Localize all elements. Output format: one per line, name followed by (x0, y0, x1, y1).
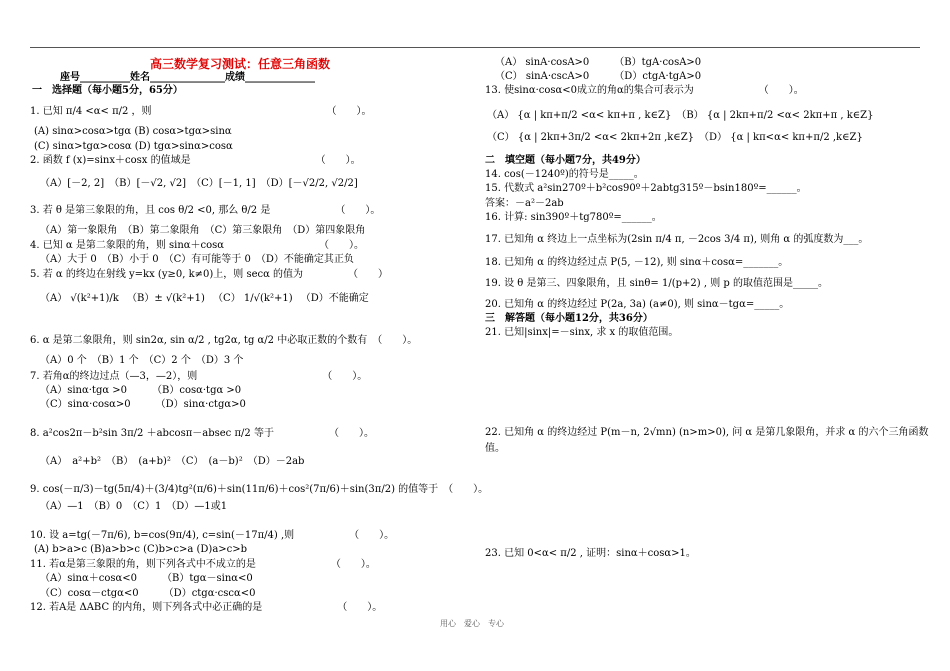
left-line: 5. 若 α 的终边在射线 y=kx (y≥0, k≠0)上，则 secα 的值为 （ ） (30, 269, 389, 280)
left-line: 10. 设 a=tg(－7π/6), b=cos(9π/4), c=sin(－17π/4) ,则 （ ）。 (30, 530, 395, 541)
right-line: 13. 使sinα·cosα<0成立的角α的集合可表示为 （ ）。 (485, 85, 804, 96)
top-rule (30, 47, 920, 48)
page-footer: 用心 爱心 专心 (440, 619, 504, 628)
right-line: 20. 已知角 α 的终边经过 P(2a, 3a) (a≠0), 则 sinα－tgα=_____。 (485, 299, 790, 310)
left-line: (A) sinα>cosα>tgα (B) cosα>tgα>sinα (34, 126, 232, 137)
left-line: （A）sinα＋cosα<0 （B）tgα－sinα<0 (40, 573, 253, 584)
right-line: 14. cos(－1240º)的符号是_____。 (485, 169, 644, 180)
left-line: （A）第一象限角 （B）第二象限角 （C）第三象限角 （D）第四象限角 (40, 225, 366, 236)
left-line: 高三数学复习测试：任意三角函数 (150, 57, 331, 71)
left-line: 3. 若 θ 是第三象限的角，且 cos θ/2 <0, 那么 θ/2 是 （ ）。 (30, 205, 381, 216)
right-line: 答案：－a²－2ab (485, 198, 564, 209)
left-line: （A）大于 0 （B）小于 0 （C）有可能等于 0 （D）不能确定其正负 (40, 254, 354, 265)
left-line: 9. cos(－π/3)－tg(5π/4)＋(3/4)tg²(π/6)＋sin(11π/6)＋cos²(7π/6)＋sin(3π/2) 的值等于 （ ）。 (30, 484, 489, 495)
right-line: 21. 已知|sinx|=－sinx, 求 x 的取值范围。 (485, 327, 679, 338)
left-line: 12. 若A是 ΔABC 的内角，则下列各式中必正确的是 （ ）。 (30, 602, 383, 613)
right-line: 值。 (485, 443, 505, 454)
left-line: （A） √(k²+1)/k （B）± √(k²+1) （C） 1/√(k²+1) （D）不能确定 (40, 293, 369, 304)
left-line: （A）[－2, 2] （B）[－√2, √2] （C）[－1, 1] （D）[－√2/2, √2/2] (40, 178, 358, 189)
right-line: 19. 设 θ 是第三、四象限角，且 sinθ= 1/(p+2) , 则 p 的取值范围是_____。 (485, 278, 828, 289)
left-line: 8. a²cos2π－b²sin 3π/2 ＋abcosπ－absec π/2 等于 （ ）。 (30, 428, 374, 439)
left-line: (C) sinα>tgα>cosα (D) tgα>sinα>cosα (34, 141, 233, 152)
right-line: （A） {α | kπ+π/2 <α< kπ+π , k∈Z} （B） {α | 2kπ+π/2 <α< 2kπ+π , k∈Z} (487, 110, 874, 121)
left-line: 1. 已知 π/4 <α< π/2 ，则 （ ）。 (30, 106, 372, 117)
left-line: 座号__________姓名_______________成绩______________ (60, 72, 315, 83)
right-line: 15. 代数式 a²sin270º＋b²cos90º＋2abtg315º－bsin180º=______。 (485, 183, 807, 194)
right-line: 18. 已知角 α 的终边经过点 P(5, －12), 则 sinα＋cosα=_______。 (485, 257, 789, 268)
left-line: （A）0 个 （B）1 个 （C）2 个 （D）3 个 (40, 355, 244, 366)
right-line: （A） sinA·cosA>0 （B）tgA·cosA>0 (495, 57, 702, 68)
right-line: 17. 已知角 α 终边上一点坐标为(2sin π/4 π, －2cos 3/4 π), 则角 α 的弧度数为___。 (485, 234, 869, 245)
left-line: （A） a²+b² （B） (a+b)² （C） (a－b)² （D）－2ab (40, 456, 305, 467)
left-line: 6. α 是第二象限角，则 sin2α, sin α/2 , tg2α, tg α/2 中必取正数的个数有 （ ）。 (30, 335, 418, 346)
left-line: 一 选择题（每小题5分，65分） (32, 85, 183, 96)
right-line: 22. 已知角 α 的终边经过 P(m－n, 2√mn) (n>m>0), 问 α 是第几象限角，并求 α 的六个三角函数 (485, 427, 929, 438)
left-line: 7. 若角α的终边过点（—3，—2），则 （ ）。 (30, 371, 368, 382)
right-line: 三 解答题（每小题12分，共36分） (485, 313, 653, 324)
left-line: (A) b>a>c (B)a>b>c (C)b>c>a (D)a>c>b (34, 544, 248, 555)
right-line: 16. 计算: sin390º＋tg780º=______。 (485, 212, 662, 223)
left-line: 11. 若α是第三象限的角，则下列各式中不成立的是 （ ）。 (30, 559, 376, 570)
right-line: 二 填空题（每小题7分，共49分） (485, 155, 646, 166)
left-line: （A）sinα·tgα >0 （B）cosα·tgα >0 (40, 385, 242, 396)
left-line: （A）—1 （B）0 （C）1 （D）—1或1 (40, 501, 228, 512)
right-line: 23. 已知 0<α< π/2 , 证明：sinα＋cosα>1。 (485, 548, 696, 559)
left-line: （C）cosα－ctgα<0 （D）ctgα·cscα<0 (40, 588, 256, 599)
left-line: 2. 函数 f (x)=sinx＋cosx 的值域是 （ ）。 (30, 155, 361, 166)
left-line: 4. 已知 α 是第二象限的角，则 sinα＋cosα （ ）。 (30, 240, 365, 251)
right-line: （C） sinA·cscA>0 （D）ctgA·tgA>0 (495, 71, 702, 82)
right-line: （C） {α | 2kπ+3π/2 <α< 2kπ+2π ,k∈Z} （D） {α | kπ<α< kπ+π/2 ,k∈Z} (487, 132, 863, 143)
left-line: （C）sinα·cosα>0 （D）sinα·ctgα>0 (40, 399, 246, 410)
